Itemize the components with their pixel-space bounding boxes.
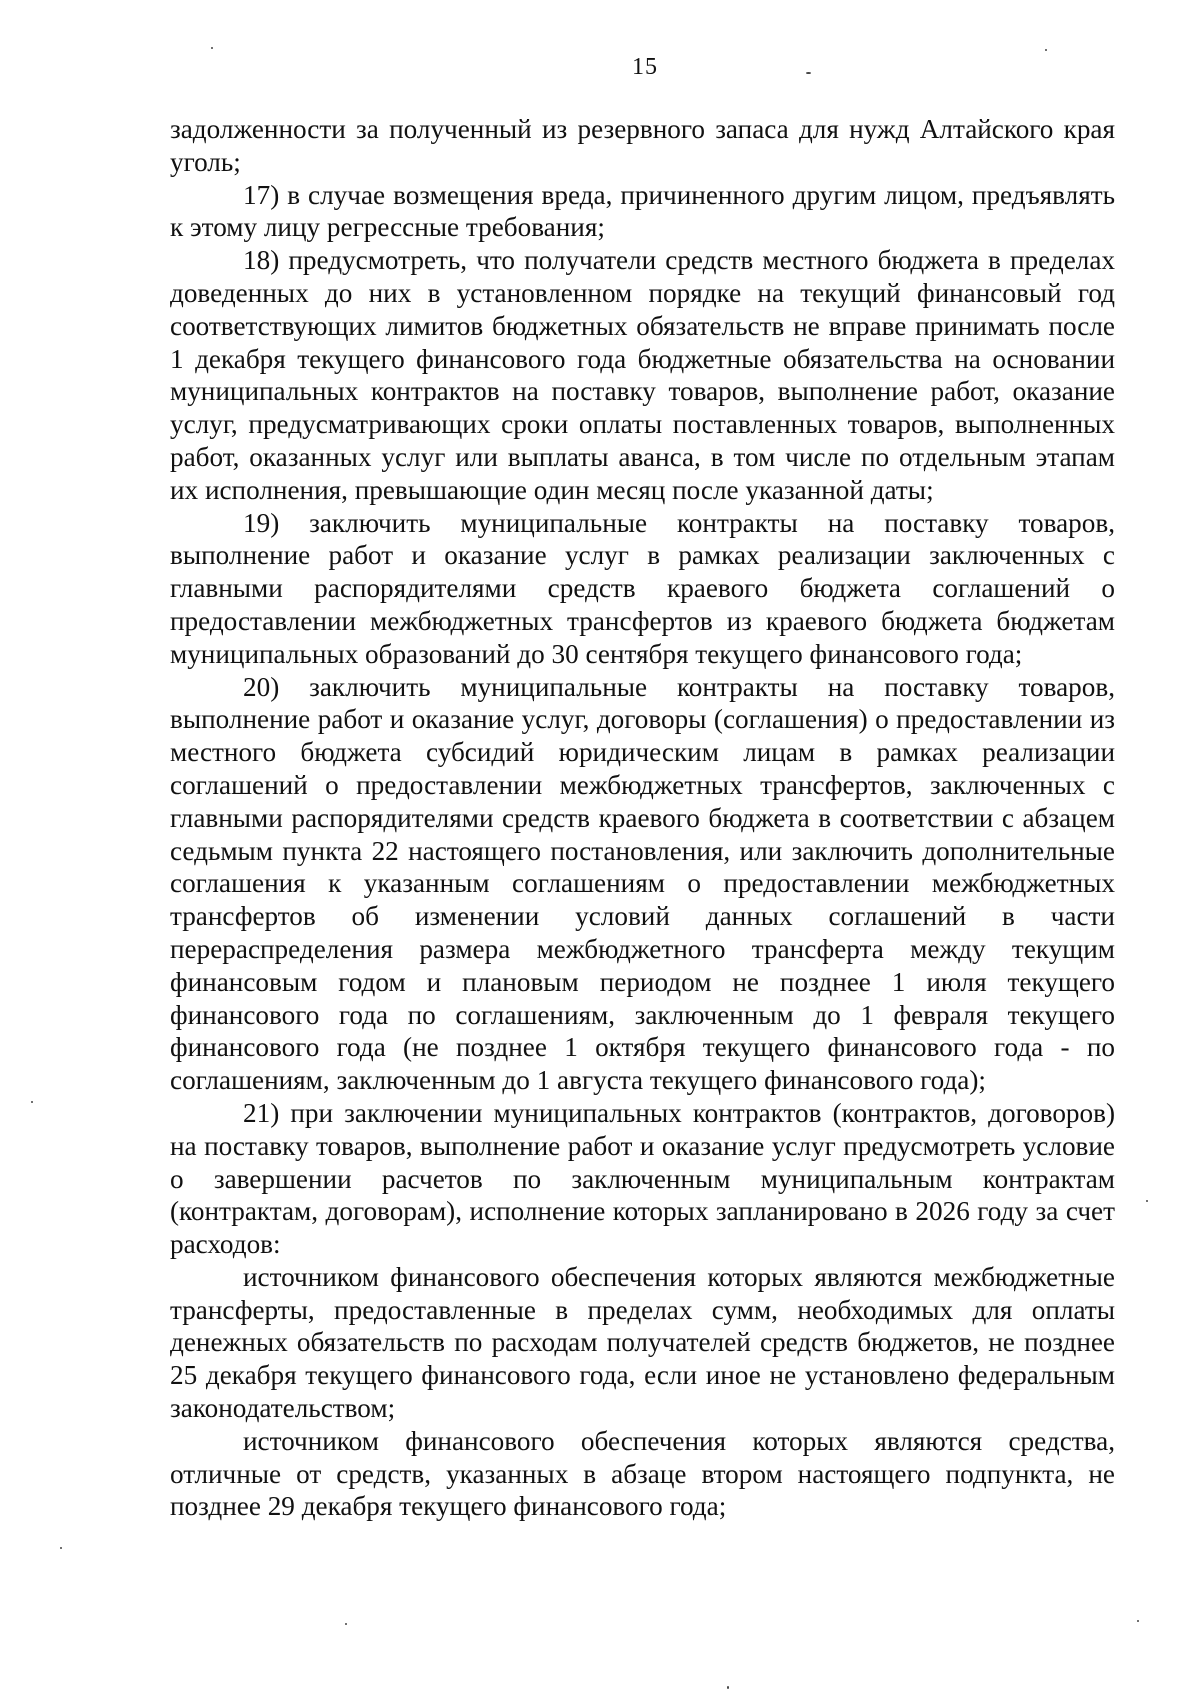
scan-speck	[727, 1686, 729, 1689]
scan-speck	[806, 72, 811, 74]
page-number: 15	[632, 54, 658, 80]
scan-speck	[1045, 49, 1047, 51]
paragraph-item-20: 20) заключить муниципальные контракты на поставку товаров, выполнение работ и оказание услуг, договоры (соглашения) о предоставлении из местного бюджета субсидий юридическим лицам в рамках реализации соглашений о предоставлении межбюджетных трансфертов, заключенных с главными распорядителями средств краевого бюджета в соответствии с абзацем седьмым пункта 22 настоящего постановления, или заключить дополнительные соглашения к указанным соглашениям о предоставлении межбюджетных трансфертов об изменении условий данных соглашений в части перераспределения размера межбюджетного трансферта между текущим финансовым годом и плановым периодом не позднее 1 июля текущего финансового года по соглашениям, заключенным до 1 февраля текущего финансового года (не позднее 1 октября текущего финансового года - по соглашениям, заключенным до 1 августа текущего финансового года);	[170, 671, 1115, 1096]
scan-speck	[345, 1623, 347, 1625]
paragraph-continuation: задолженности за полученный из резервного запаса для нужд Алтайского края уголь;	[170, 114, 1115, 177]
scan-speck	[1137, 1620, 1139, 1622]
paragraph-item-18: 18) предусмотреть, что получатели средств местного бюджета в пределах доведенных до них в установленном порядке на текущий финансовый год соответствующих лимитов бюджетных обязательств не вправе принимать после 1 декабря текущего финансового года бюджетные обязательства на основании муниципальных контрактов на поставку товаров, выполнение работ, оказание услуг, предусматривающих сроки оплаты поставленных товаров, выполненных работ, оказанных услуг или выплаты аванса, в том числе по отдельным этапам их исполнения, превышающие один месяц после указанной даты;	[170, 245, 1115, 505]
scan-speck	[211, 47, 213, 49]
paragraph-item-21: 21) при заключении муниципальных контрактов (контрактов, договоров) на поставку товаров, выполнение работ и оказание услуг предусмотреть условие о завершении расчетов по заключенным муниципальным контрактам (контрактам, договорам), исполнение которых запланировано в 2026 году за счет расходов:	[170, 1097, 1115, 1260]
paragraph-subitem-1: источником финансового обеспечения которых являются межбюджетные трансферты, предоставленные в пределах сумм, необходимых для оплаты денежных обязательств по расходам получателей средств бюджетов, не позднее 25 декабря текущего финансового года, если иное не установлено федеральным законодательством;	[170, 1261, 1115, 1424]
paragraph-subitem-2: источником финансового обеспечения которых являются средства, отличные от средств, указанных в абзаце втором настоящего подпункта, не позднее 29 декабря текущего финансового года;	[170, 1425, 1115, 1522]
scan-speck	[1146, 1200, 1148, 1202]
paragraph-item-17: 17) в случае возмещения вреда, причиненного другим лицом, предъявлять к этому лицу регрессные требования;	[170, 179, 1115, 243]
scan-speck	[31, 1101, 33, 1103]
document-body	[170, 113, 1115, 1523]
paragraph-item-19: 19) заключить муниципальные контракты на поставку товаров, выполнение работ и оказание услуг в рамках реализации заключенных с главными распорядителями средств краевого бюджета соглашений о предоставлении межбюджетных трансфертов из краевого бюджета бюджетам муниципальных образований до 30 сентября текущего финансового года;	[170, 507, 1115, 669]
scan-speck	[60, 1547, 62, 1549]
